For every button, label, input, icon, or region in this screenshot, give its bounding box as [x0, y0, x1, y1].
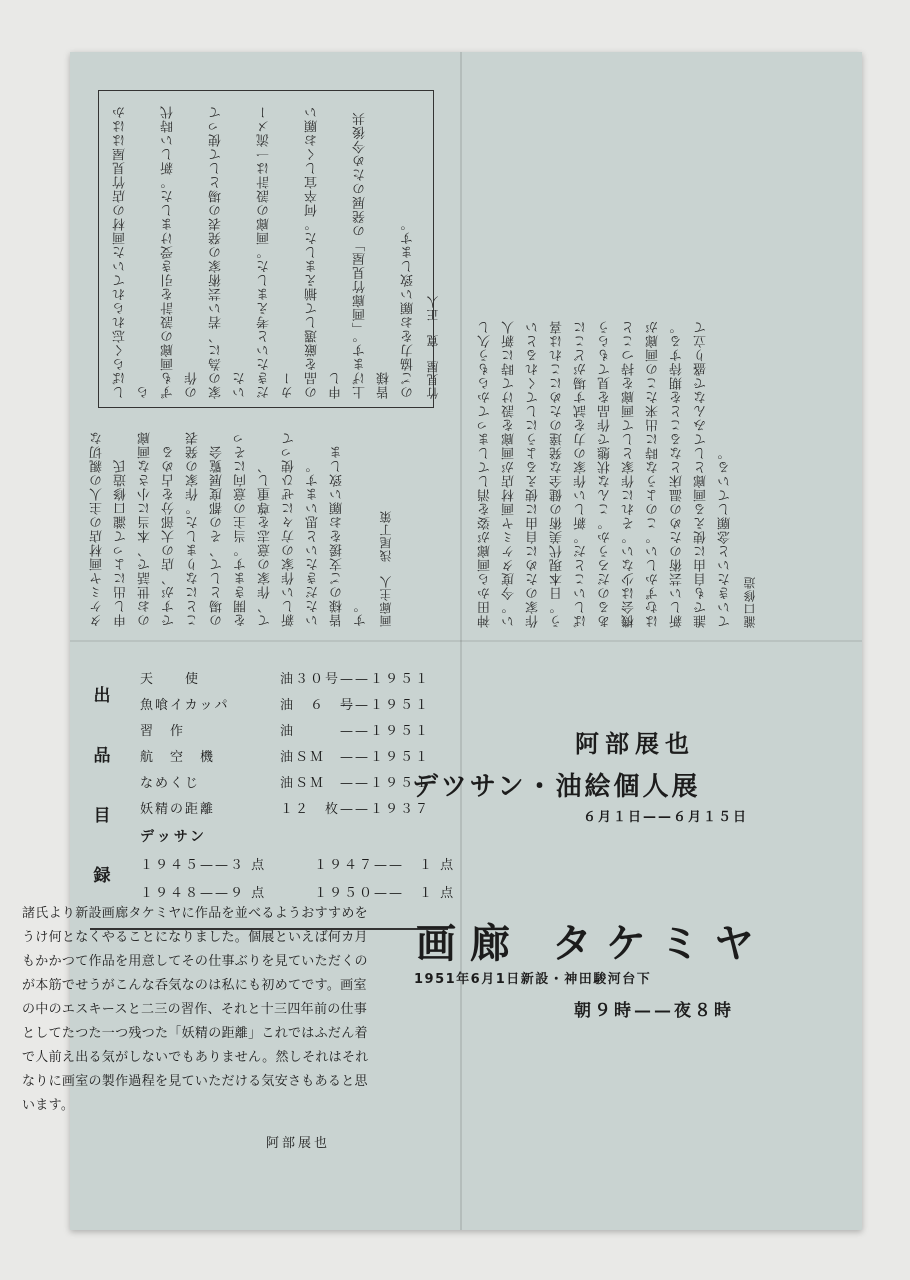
item-title: 魚喰イカッパ [140, 698, 230, 713]
dessan-count: １９４８——９ 点 [140, 886, 267, 901]
catalog-item [140, 720, 448, 742]
item-title: 習 作 [140, 724, 186, 739]
upside-down-essay [474, 68, 848, 628]
item-year: ——１９５１ [340, 698, 431, 713]
notice-line: の品を厳選して揃えました。何卒宜しくお願い申し [305, 105, 344, 399]
artist-statement: 諸氏より新設画廊タケミヤに作品を並べるようおすすめをうけ何となくやることになりました。個展といえば何カ月もかかつて作品を用意してその仕事ぶりを見ていただくのが本筋でせうがこんな呑気なのは私にも初めてです。画室の中のエスキースと二三の習作、それと十三四年前の仕事としてたつた一つ残つた「妖精の距離」これではふだん着で人前え出る気がしないでもありません。然しそれはそれなりに画室の製作過程を見ていただける気安さもあると思います。 [22, 906, 369, 1113]
catalog-heading-char: 録 [93, 866, 111, 886]
notice-line: 上げます。「画廊竹見屋」の発展のため今後共皆様 [353, 111, 392, 399]
letter-line: タケミヤ画材店の主人の親切な申し出によって瀧口修造氏 [90, 431, 129, 627]
statement-signature: 阿部展也 [266, 1136, 331, 1151]
gallery-established: 1951年6月1日新設・神田駿河台下 [414, 972, 652, 987]
essay-signature: 瀧口修造 [743, 576, 757, 628]
notice-line: ずも画廊の設計を引き受けました。新しい時代の作 [161, 105, 200, 399]
catalog-heading-char: 出 [93, 686, 111, 706]
letter-line: 皆様のご支援をお願い致します。 [330, 445, 369, 627]
catalog-heading-char: 品 [93, 746, 111, 766]
upside-down-letter [86, 422, 446, 627]
gallery-name: 画廊 タケミヤ [416, 920, 768, 967]
essay-line: 作家のために自由に使えるようにしてくれるとい [526, 320, 541, 628]
essay-line: い。今度タケミヤ画材店が画廊を設けて時に新人 [502, 320, 517, 628]
letter-signature: 画廊主人 浅尾丁策 [379, 510, 393, 627]
item-medium: 油 ６ 号 [280, 698, 356, 713]
essay-line: 誰でも自由に使える画廊としてみんなで盛り立て [694, 320, 709, 628]
exhibition-dates: ６月１日——６月１５日 [583, 810, 749, 825]
item-year: ——１９５１ [340, 672, 431, 687]
catalog-heading [90, 666, 114, 906]
dessan-count: １９４５——３ 点 [140, 858, 267, 873]
vertical-fold [460, 52, 462, 1230]
item-title: 天 使 [140, 672, 201, 687]
item-medium: 油ＳＭ [280, 750, 326, 765]
essay-line: 機会は少ない。それに作家として画廊を持つこと [622, 320, 637, 628]
artist-name: 阿部展也 [575, 730, 695, 758]
dessan-count: １９５０—— １ 点 [314, 886, 456, 901]
item-medium: 油ＳＭ [280, 776, 326, 791]
notice-line: しばらく忘れられていた画材の店竹見屋ははから [113, 105, 152, 399]
item-medium: 油 [280, 724, 296, 739]
essay-line: 神田から画廊が姿を消してしまってからもう久し [478, 320, 493, 628]
horizontal-fold [70, 640, 862, 642]
item-title: 航 空 機 [140, 750, 216, 765]
catalog-heading-char: 目 [93, 806, 111, 826]
catalog-item [140, 668, 448, 690]
letter-line: を開きます。当主の意向にそって、作家の意志を尊重し、 [234, 431, 273, 627]
essay-line: う。日本現代美術の健全な発達のためにこれは喜 [550, 320, 565, 628]
notice-signature: 竹見屋 寛 正人 [426, 295, 440, 399]
dessan-label: デッサン [140, 829, 208, 845]
essay-line: 新しい芸術のための温床となることを期待する。 [670, 320, 685, 628]
notice-line: のご協力をお願い致します。 [401, 217, 416, 399]
letter-line: ことになりました。作家の発表の場として、その都度展覧会 [186, 431, 225, 627]
item-title: 妖精の距離 [140, 802, 216, 817]
item-year: ——１９５１ [340, 750, 431, 765]
item-year: ——１９５１ [340, 724, 431, 739]
exhibition-title: デツサン・油絵個人展 [412, 772, 701, 802]
essay-line: はむずかしい。このような時に出来たこの画廊が [646, 320, 661, 628]
item-year: ——１９３７ [340, 802, 431, 817]
item-title: なめくじ [140, 776, 201, 791]
essay-line: ばしいことだ。新しい作家の力を試す場がどこに [574, 320, 589, 628]
catalog-item [140, 746, 448, 768]
upside-down-boxed-notice [98, 90, 440, 408]
essay-line: ていきたいと念願している。 [718, 446, 733, 628]
letter-line: 新しい作家の方々にぜひ使っていただきたいと思います。 [282, 431, 321, 627]
catalog-item [140, 694, 448, 716]
catalog-item [140, 772, 448, 794]
dessan-count: １９４７—— １ 点 [314, 858, 456, 873]
item-year: ——１９５１ [340, 776, 431, 791]
essay-line: あるのだろうか。こんな状態で作品を見てもらう [598, 320, 613, 628]
gallery-hours: 朝９時——夜８時 [574, 1001, 734, 1021]
catalog-item [140, 798, 448, 820]
item-medium: 油３０号 [280, 672, 341, 687]
notice-line: だきたいと考えました。画廊の設計は一流メーカー [257, 105, 296, 399]
notice-line: 家の為に、若い芸術家の発表の場として使っていた [209, 105, 248, 399]
item-medium: １２ 枚 [280, 802, 341, 817]
letter-line: のお世話で、本当に小さな画廊ですが、店の大部分を占める [138, 431, 177, 627]
